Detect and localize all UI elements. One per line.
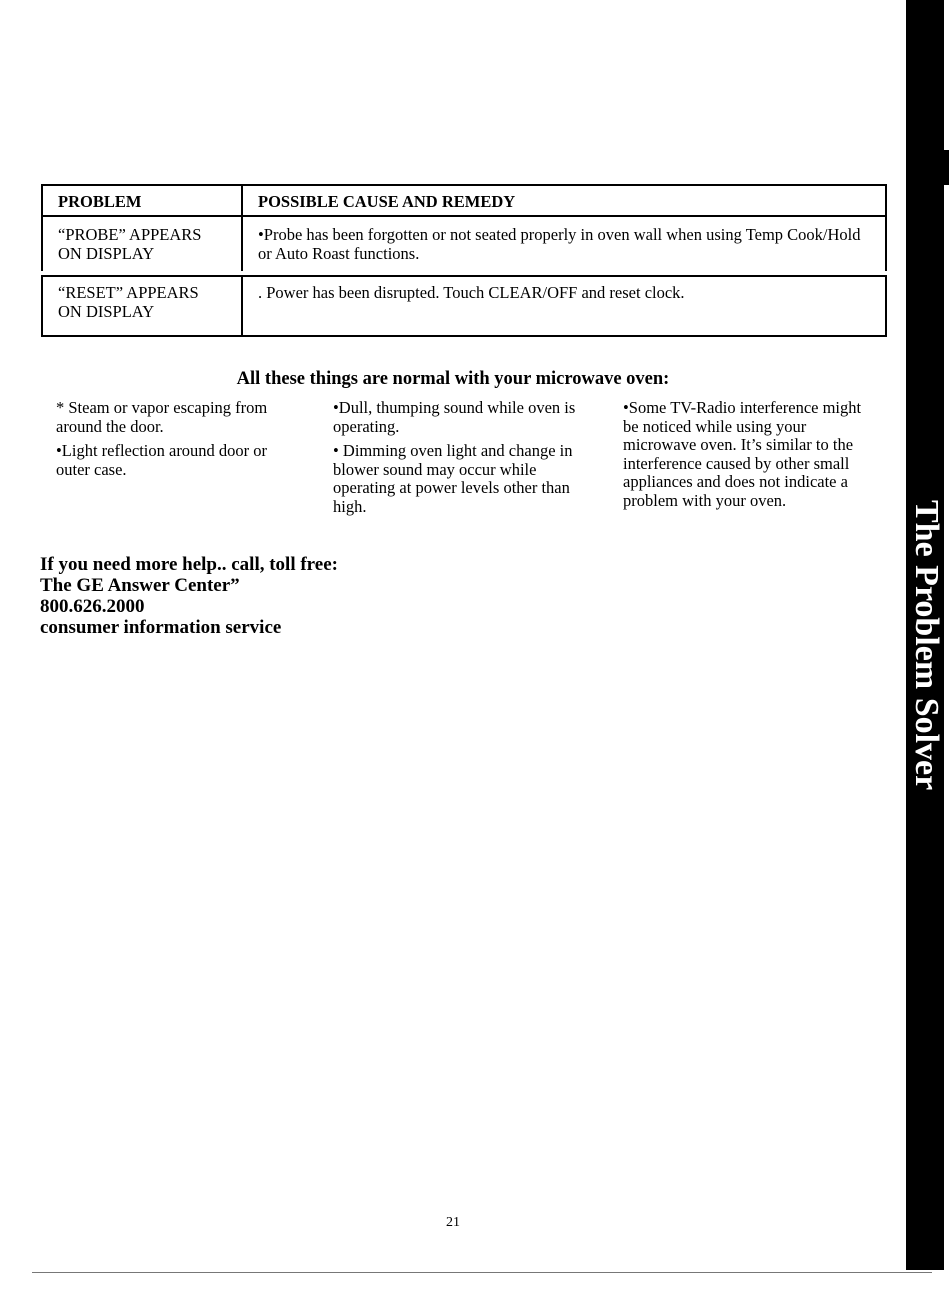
- remedy-text: . Power has been disrupted. Touch CLEAR/OFF and reset clock.: [258, 283, 685, 302]
- normal-column-3: [623, 399, 863, 516]
- list-item: •Some TV-Radio interference might be noticed while using your microwave oven. It’s similar to the interference caused by other small appliances and does not indicate a problem with your oven.: [623, 398, 862, 510]
- bullet-icon: •: [258, 225, 264, 244]
- side-tab-notch: [944, 150, 949, 185]
- table-header-row: [42, 185, 886, 216]
- page-number: 21: [446, 1215, 460, 1230]
- problem-table: [41, 184, 887, 337]
- side-tab-label: The Problem Solver: [908, 500, 945, 791]
- side-tab-notch: [938, 395, 944, 430]
- bullet-icon: •: [333, 441, 343, 460]
- problem-line: ON DISPLAY: [58, 302, 155, 321]
- bullet-icon: •: [623, 398, 629, 417]
- remedy-cell: [242, 216, 886, 273]
- remedy-text: Probe has been forgotten or not seated properly in oven wall when using Temp Cook/Hold or Auto Roast functions.: [258, 225, 861, 263]
- bullet-icon: •: [333, 398, 339, 417]
- normal-column-2: [333, 399, 588, 522]
- bottom-divider: [32, 1272, 932, 1273]
- help-center-name: The GE Answer Center”: [40, 575, 240, 596]
- remedy-cell: [242, 273, 886, 336]
- table-row: [42, 273, 886, 336]
- side-tab-notch: [935, 1125, 938, 1155]
- list-item: •Dull, thumping sound while oven is operating.: [333, 398, 576, 436]
- problem-cell: [42, 216, 242, 273]
- normal-column-1: [56, 399, 296, 485]
- list-item: • Dimming oven light and change in blower sound may occur while operating at power levels other than high.: [333, 441, 573, 516]
- list-item: * Steam or vapor escaping from around the door.: [56, 398, 268, 436]
- help-contact-block: [40, 554, 338, 638]
- problem-line: ON DISPLAY: [58, 244, 155, 263]
- help-service-name: consumer information service: [40, 617, 282, 638]
- list-item: •Light reflection around door or outer case.: [56, 441, 268, 479]
- bullet-icon: •: [56, 441, 62, 460]
- problem-column-header: PROBLEM: [42, 185, 242, 216]
- normal-things-heading: All these things are normal with your microwave oven:: [236, 369, 670, 389]
- problem-line: “PROBE” APPEARS: [58, 225, 202, 244]
- cause-column-header: POSSIBLE CAUSE AND REMEDY: [242, 185, 886, 216]
- help-phone-number: 800.626.2000: [40, 596, 145, 617]
- side-tab-notch: [938, 880, 942, 910]
- asterisk-icon: *: [56, 398, 69, 417]
- problem-line: “RESET” APPEARS: [58, 283, 199, 302]
- table-row: [42, 216, 886, 273]
- problem-cell: [42, 273, 242, 336]
- help-line: If you need more help.. call, toll free:: [40, 554, 338, 575]
